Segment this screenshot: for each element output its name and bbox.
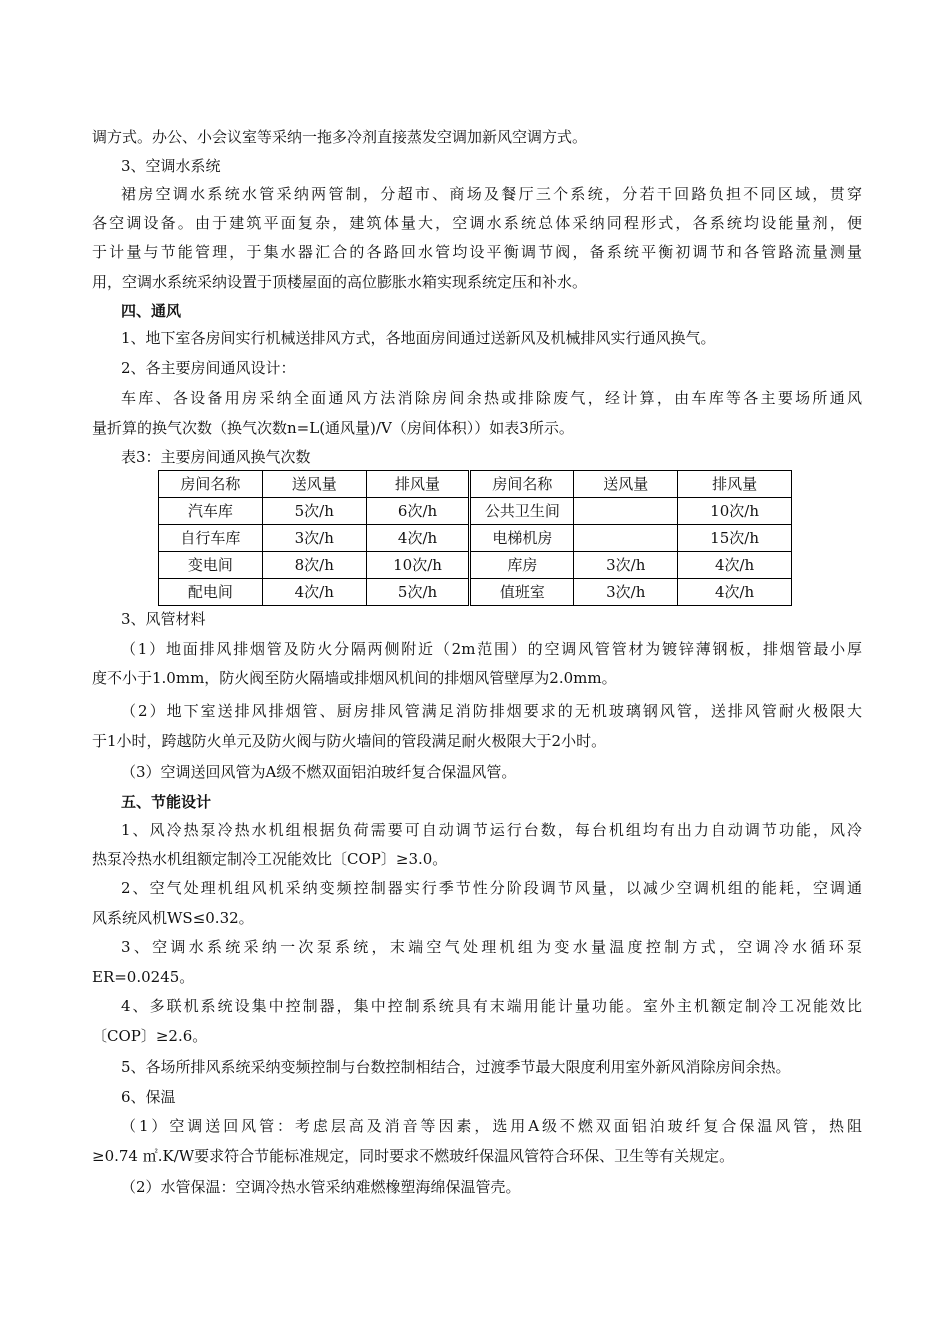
table-cell: 值班室 <box>470 579 574 606</box>
table-row <box>159 525 792 552</box>
paragraph: （2）地下室送排风排烟管、厨房排风管满足消防排烟要求的无机玻璃钢风管，送排风管耐火极限大 <box>121 702 862 720</box>
table-cell: 10次/h <box>366 552 470 579</box>
paragraph: 车库、各设备用房采纳全面通风方法消除房间余热或排除废气，经计算，由车库等各主要场所通风 <box>121 389 862 407</box>
paragraph: 3、空调水系统采纳一次泵系统，末端空气处理机组为变水量温度控制方式，空调冷水循环泵 <box>121 938 862 956</box>
paragraph: 量折算的换气次数（换气次数n=L(通风量)/V（房间体积））如表3所示。 <box>92 419 574 437</box>
table-cell: 汽车库 <box>159 498 263 525</box>
table-row <box>159 498 792 525</box>
paragraph: 于计量与节能管理，于集水器汇合的各路回水管均设平衡调节阀，备系统平衡初调节和各管路流量测量 <box>92 243 862 261</box>
paragraph: 4、多联机系统设集中控制器，集中控制系统具有末端用能计量功能。室外主机额定制冷工况能效比 <box>121 997 862 1015</box>
table-cell: 4次/h <box>678 579 792 606</box>
table-cell: 自行车库 <box>159 525 263 552</box>
ventilation-table <box>158 470 792 606</box>
table-cell: 5次/h <box>262 498 366 525</box>
paragraph: 用，空调水系统采纳设置于顶楼屋面的高位膨胀水箱实现系统定压和补水。 <box>92 273 588 291</box>
subheading: 3、空调水系统 <box>121 157 221 175</box>
table-cell: 配电间 <box>159 579 263 606</box>
header-cell: 送风量 <box>574 471 678 498</box>
table-cell: 15次/h <box>678 525 792 552</box>
section-heading: 四、通风 <box>121 302 182 320</box>
paragraph: （2）水管保温：空调冷热水管采纳难燃橡塑海绵保温管壳。 <box>121 1178 521 1196</box>
paragraph: 各空调设备。由于建筑平面复杂，建筑体量大，空调水系统总体采纳同程形式，各系统均设能量剂，便 <box>92 214 862 232</box>
paragraph: 热泵冷热水机组额定制冷工况能效比〔COP〕≥3.0。 <box>92 850 448 868</box>
paragraph: （1）地面排风排烟管及防火分隔两侧附近（2m范围）的空调风管管材为镀锌薄钢板，排烟管最小厚 <box>121 640 862 658</box>
header-cell: 房间名称 <box>159 471 263 498</box>
paragraph: 〔COP〕≥2.6。 <box>92 1027 208 1045</box>
table-cell: 4次/h <box>678 552 792 579</box>
header-cell: 排风量 <box>678 471 792 498</box>
table-cell: 4次/h <box>262 579 366 606</box>
table-cell: 5次/h <box>366 579 470 606</box>
paragraph: （3）空调送回风管为A级不燃双面铝泊玻纤复合保温风管。 <box>121 763 517 781</box>
table-cell: 4次/h <box>366 525 470 552</box>
paragraph: 于1小时，跨越防火单元及防火阀与防火墙间的管段满足耐火极限大于2小时。 <box>92 732 607 750</box>
table-cell: 变电间 <box>159 552 263 579</box>
table-cell: 3次/h <box>262 525 366 552</box>
table-header-row <box>159 471 792 498</box>
header-cell: 房间名称 <box>470 471 574 498</box>
paragraph: 1、风冷热泵冷热水机组根据负荷需要可自动调节运行台数，每台机组均有出力自动调节功能，风冷 <box>121 821 862 839</box>
paragraph: 1、地下室各房间实行机械送排风方式，各地面房间通过送新风及机械排风实行通风换气。 <box>121 329 716 347</box>
paragraph: 裙房空调水系统水管采纳两管制，分超市、商场及餐厅三个系统，分若干回路负担不同区域，贯穿 <box>121 185 862 203</box>
table-cell: 库房 <box>470 552 574 579</box>
table-cell: 10次/h <box>678 498 792 525</box>
paragraph: ER=0.0245。 <box>92 968 195 986</box>
table-caption: 表3：主要房间通风换气次数 <box>121 448 311 466</box>
header-cell: 排风量 <box>366 471 470 498</box>
table-cell: 3次/h <box>574 552 678 579</box>
table-cell: 3次/h <box>574 579 678 606</box>
table-cell: 8次/h <box>262 552 366 579</box>
table-cell: 公共卫生间 <box>470 498 574 525</box>
header-cell: 送风量 <box>262 471 366 498</box>
paragraph: （1）空调送回风管：考虑层高及消音等因素，选用A级不燃双面铝泊玻纤复合保温风管，热阻 <box>121 1117 862 1135</box>
table-cell <box>574 525 678 552</box>
paragraph: 5、各场所排风系统采纳变频控制与台数控制相结合，过渡季节最大限度利用室外新风消除房间余热。 <box>121 1058 791 1076</box>
subheading: 3、风管材料 <box>121 610 206 628</box>
paragraph: 度不小于1.0mm，防火阀至防火隔墙或排烟风机间的排烟风管壁厚为2.0mm。 <box>92 669 617 687</box>
table-cell: 6次/h <box>366 498 470 525</box>
subheading: 2、各主要房间通风设计： <box>121 359 296 377</box>
paragraph: ≥0.74 ㎡.K/W要求符合节能标准规定，同时要求不燃玻纤保温风管符合环保、卫生等有关规定。 <box>92 1147 735 1165</box>
paragraph: 2、空气处理机组风机采纳变频控制器实行季节性分阶段调节风量，以减少空调机组的能耗，空调通 <box>121 879 862 897</box>
table-cell: 电梯机房 <box>470 525 574 552</box>
paragraph: 风系统风机WS≤0.32。 <box>92 909 254 927</box>
table-row <box>159 552 792 579</box>
subheading: 6、保温 <box>121 1088 176 1106</box>
table-cell <box>574 498 678 525</box>
table-row <box>159 579 792 606</box>
paragraph: 调方式。办公、小会议室等采纳一拖多冷剂直接蒸发空调加新风空调方式。 <box>92 128 588 146</box>
section-heading: 五、节能设计 <box>121 793 212 811</box>
